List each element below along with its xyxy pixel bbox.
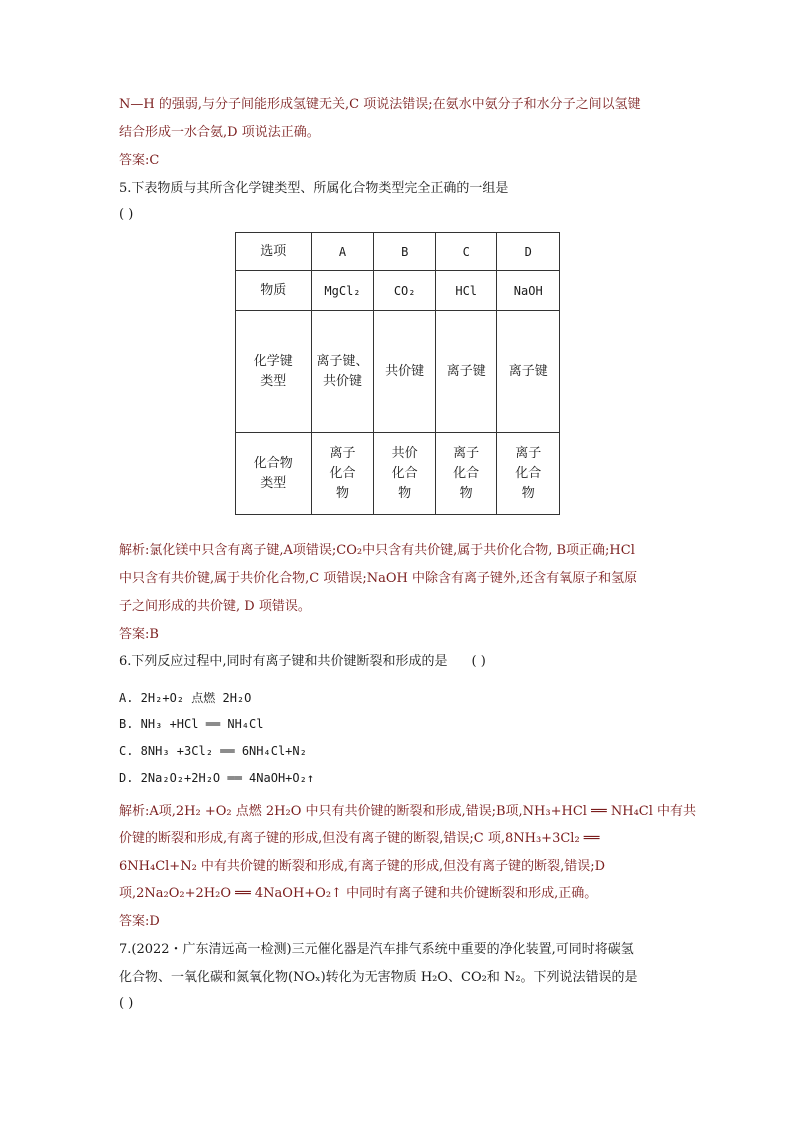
table-cell: 共价键 (374, 311, 436, 433)
table-cell: B (374, 233, 436, 271)
solution-text-line-1: N—H 的强弱,与分子间能形成氢键无关,C 项说法错误;在氨水中氨分子和水分子之间以氢键 (119, 97, 641, 112)
option-d: D. 2Na₂O₂+2H₂O ══ 4NaOH+O₂↑ (119, 771, 315, 785)
solution-6-line-3: 6NH₄Cl+N₂ 中有共价键的断裂和形成,有离子键的形成,但没有离子键的断裂,错误;D (119, 859, 606, 874)
option-a: A. 2H₂+O₂ 点燃 2H₂O (119, 691, 252, 705)
table-cell: 离子化合物 (311, 433, 374, 515)
solution-5-line-1: 解析:氯化镁中只含有离子键,A项错误;CO₂中只含有共价键,属于共价化合物, B项正确;HCl (119, 543, 635, 558)
answer-5: 答案:B (119, 627, 159, 642)
table-cell: 选项 (236, 233, 312, 271)
table-cell: 离子键 (435, 311, 497, 433)
table-cell: 共价化合物 (374, 433, 436, 515)
table-cell: 化学键类型 (236, 311, 312, 433)
question-7-line-2: 化合物、一氧化碳和氮氧化物(NOₓ)转化为无害物质 H₂O、CO₂和 N₂。下列说法错误的是 (119, 970, 638, 985)
question-5: 5.下表物质与其所含化学键类型、所属化合物类型完全正确的一组是 (119, 181, 509, 196)
table-cell: NaOH (497, 271, 560, 311)
table-cell: 物质 (236, 271, 312, 311)
solution-5-line-2: 中只含有共价键,属于共价化合物,C 项错误;NaOH 中除含有离子键外,还含有氧原子和氢原 (119, 571, 638, 586)
solution-5-line-3: 子之间形成的共价键, D 项错误。 (119, 599, 311, 614)
table-cell: 离子键 (497, 311, 560, 433)
solution-6-line-2: 价键的断裂和形成,有离子键的形成,但没有离子键的断裂,错误;C 项,8NH₃+3Cl₂ ══ (119, 831, 600, 846)
question-7-line-1: 7.(2022・广东清远高一检测)三元催化器是汽车排气系统中重要的净化装置,可同时将碳氢 (119, 942, 634, 957)
table-cell: 离子化合物 (435, 433, 497, 515)
table-cell: MgCl₂ (311, 271, 374, 311)
table-cell: 化合物类型 (236, 433, 312, 515)
question-6: 6.下列反应过程中,同时有离子键和共价键断裂和形成的是 ( ) (119, 654, 486, 669)
solution-6-line-1: 解析:A项,2H₂ +O₂ 点燃 2H₂O 中只有共价键的断裂和形成,错误;B项,NH₃+HCl ══ NH₄Cl 中有共 (119, 804, 697, 819)
table-cell: A (311, 233, 374, 271)
table-cell: D (497, 233, 560, 271)
table-cell: CO₂ (374, 271, 436, 311)
question-6-paren: ( ) (471, 654, 486, 669)
question-5-paren: ( ) (119, 207, 134, 222)
answer-4: 答案:C (119, 153, 160, 168)
solution-text-line-2: 结合形成一水合氨,D 项说法正确。 (119, 125, 320, 140)
solution-6-line-4: 项,2Na₂O₂+2H₂O ══ 4NaOH+O₂↑ 中同时有离子键和共价键断裂和形成,正确。 (119, 886, 598, 901)
options-table (235, 232, 560, 515)
table-cell: 离子键、共价键 (311, 311, 374, 433)
table-cell: C (435, 233, 497, 271)
question-7-paren: ( ) (119, 996, 134, 1011)
table-cell: HCl (435, 271, 497, 311)
option-b: B. NH₃ +HCl ══ NH₄Cl (119, 717, 264, 731)
answer-6: 答案:D (119, 914, 160, 929)
table-cell: 离子化合物 (497, 433, 560, 515)
option-c: C. 8NH₃ +3Cl₂ ══ 6NH₄Cl+N₂ (119, 744, 307, 758)
